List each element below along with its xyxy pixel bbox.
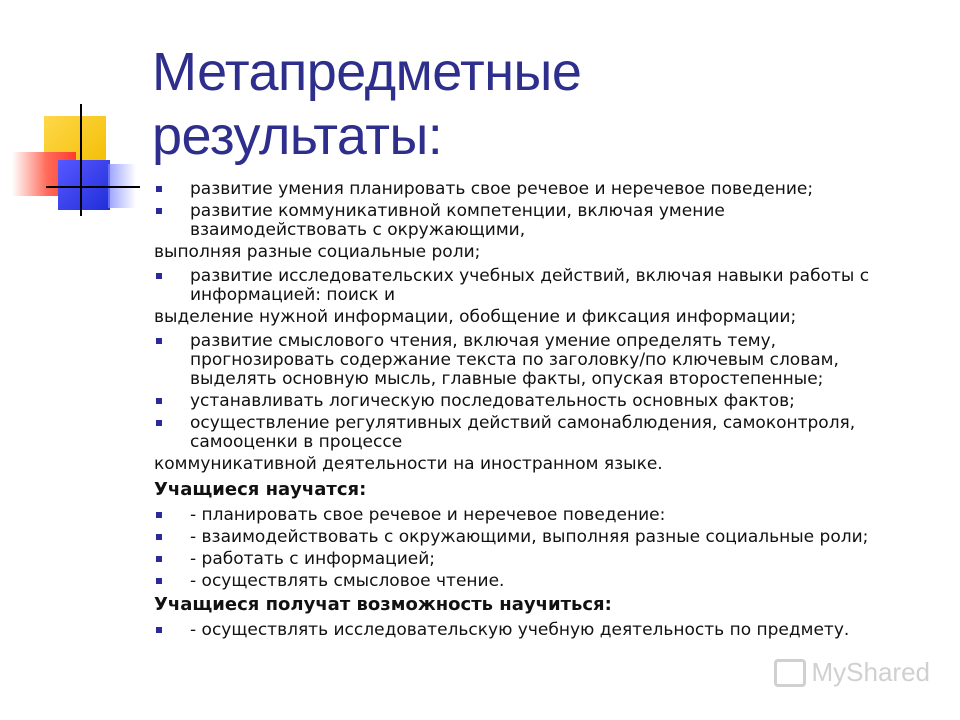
item-line: развитие коммуникативной компетенции, включая умение: [190, 201, 725, 221]
bullet-item: [154, 202, 944, 240]
item-line: информацией: поиск и: [190, 285, 396, 305]
item-line: устанавливать логическую последовательность основных фактов;: [190, 391, 795, 411]
slide-title: [152, 40, 581, 168]
item-line: прогнозировать содержание текста по заголовку/по ключевым словам,: [190, 350, 839, 370]
item-line: выполняя разные социальные роли;: [154, 242, 481, 262]
square-bullet-icon: [156, 420, 162, 426]
section-heading: [154, 479, 944, 501]
square-bullet-icon: [156, 556, 162, 562]
bullet-item: [154, 267, 944, 305]
item-line: выделение нужной информации, обобщение и фиксация информации;: [154, 307, 797, 327]
square-bullet-icon: [156, 273, 162, 279]
title-line-1: Метапредметные: [152, 42, 582, 102]
item-line: - взаимодействовать с окружающими, выполняя разные социальные роли;: [190, 527, 869, 547]
item-line: - осуществлять исследовательскую учебную деятельность по предмету.: [190, 620, 850, 640]
decorative-squares: [0, 0, 140, 220]
square-bullet-icon: [156, 534, 162, 540]
square-bullet-icon: [156, 578, 162, 584]
item-line: развитие смыслового чтения, включая умение определять тему,: [190, 331, 777, 351]
square-bullet-icon: [156, 627, 162, 633]
item-line: взаимодействовать с окружающими,: [190, 220, 526, 240]
slide-content: [154, 180, 944, 643]
bullet-item: [154, 621, 944, 640]
bullet-item: [154, 392, 944, 411]
title-line-2: результаты:: [152, 106, 443, 166]
bullet-item: [154, 332, 944, 389]
bullet-item: [154, 572, 944, 591]
horizontal-line: [46, 186, 140, 188]
continuation-text: [154, 455, 944, 474]
watermark-text: MyShared: [811, 657, 930, 687]
section-heading: [154, 594, 944, 616]
bullet-item: [154, 550, 944, 569]
vertical-line: [80, 104, 82, 216]
item-line: развитие исследовательских учебных действий, включая навыки работы с: [190, 266, 870, 286]
item-line: выделять основную мысль, главные факты, опуская второстепенные;: [190, 369, 824, 389]
watermark-icon: [774, 659, 806, 687]
item-line: осуществление регулятивных действий самонаблюдения, самоконтроля,: [190, 413, 856, 433]
square-bullet-icon: [156, 512, 162, 518]
continuation-text: [154, 308, 944, 327]
item-line: - планировать свое речевое и неречевое поведение:: [190, 505, 666, 525]
bullet-item: [154, 506, 944, 525]
item-line: развитие умения планировать свое речевое и неречевое поведение;: [190, 179, 814, 199]
square-bullet-icon: [156, 398, 162, 404]
item-line: самооценки в процессе: [190, 432, 403, 452]
blue-square: [58, 160, 110, 210]
square-bullet-icon: [156, 338, 162, 344]
item-line: - работать с информацией;: [190, 549, 436, 569]
bullet-item: [154, 528, 944, 547]
item-line: - осуществлять смысловое чтение.: [190, 571, 505, 591]
square-bullet-icon: [156, 208, 162, 214]
item-line: Учащиеся научатся:: [154, 479, 367, 500]
item-line: Учащиеся получат возможность научиться:: [154, 594, 612, 615]
square-bullet-icon: [156, 186, 162, 192]
item-line: коммуникативной деятельности на иностранном языке.: [154, 454, 663, 474]
continuation-text: [154, 243, 944, 262]
bullet-item: [154, 414, 944, 452]
bullet-item: [154, 180, 944, 199]
watermark: [774, 657, 931, 688]
